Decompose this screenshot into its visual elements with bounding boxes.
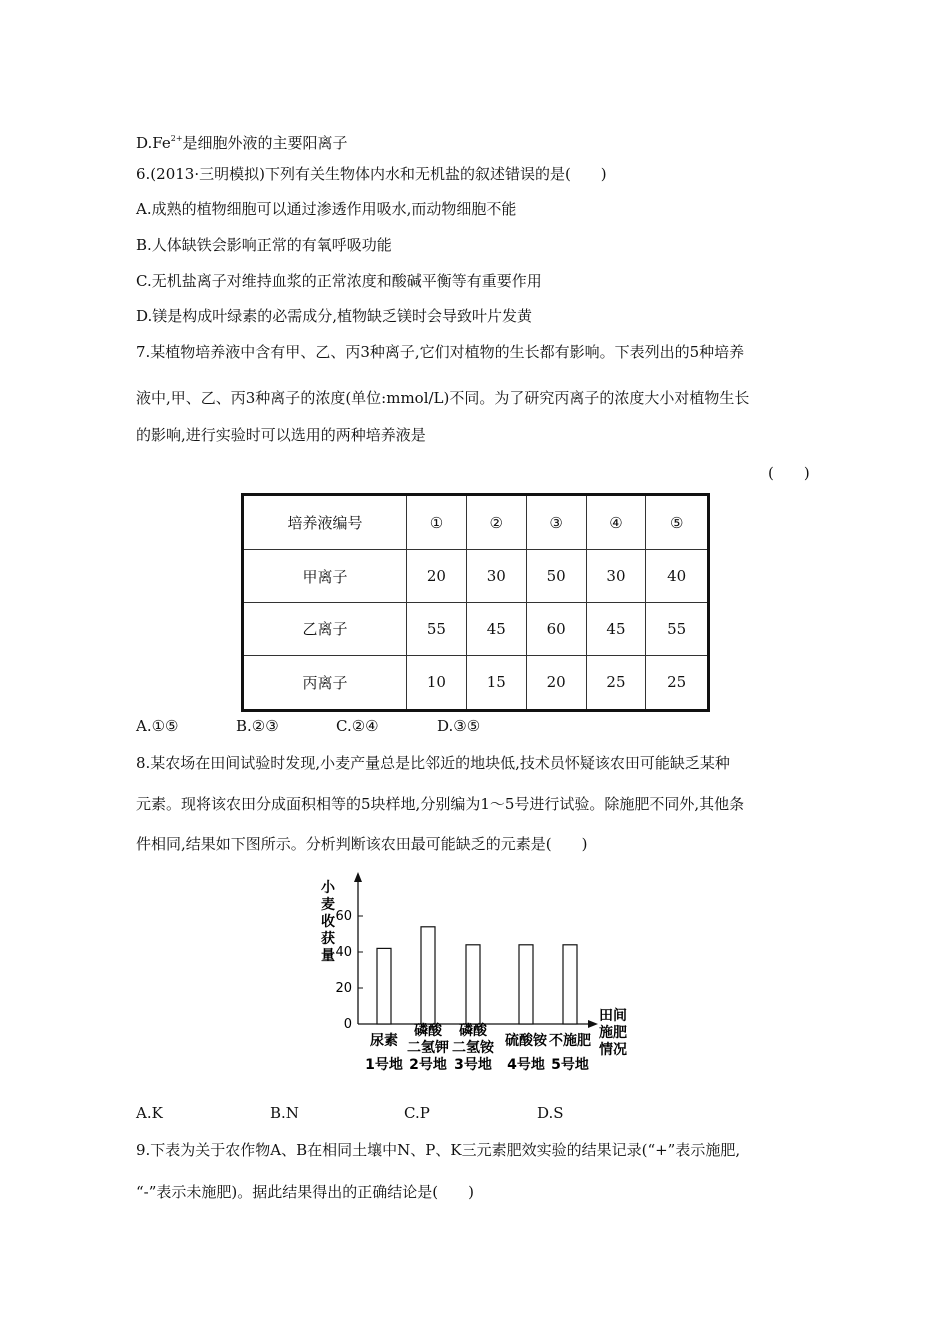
y-tick-label: 0	[343, 1017, 352, 1032]
plot-label: 4号地	[507, 1057, 545, 1073]
bar	[519, 945, 533, 1024]
category-label: 硫酸铵	[505, 1033, 547, 1049]
q7-option-a: A.①⑤	[136, 717, 179, 735]
y-axis-label-char: 量	[321, 948, 335, 964]
table-cell: 25	[646, 655, 709, 710]
plot-label: 2号地	[409, 1057, 447, 1073]
q8-option-d: D.S	[537, 1104, 564, 1122]
table-header-row	[243, 495, 709, 550]
y-axis-arrow	[354, 872, 362, 882]
table-cell: 20	[407, 550, 467, 603]
table-cell: 40	[646, 550, 709, 603]
table-cell: 45	[466, 602, 526, 655]
y-tick-label: 40	[335, 945, 352, 960]
table-cell: 30	[586, 550, 646, 603]
q6-option-b: B.人体缺铁会影响正常的有氧呼吸功能	[136, 236, 392, 254]
q7-ion-table	[241, 493, 710, 712]
table-cell: ②	[466, 495, 526, 550]
table-cell: 丙离子	[243, 655, 407, 710]
table-cell: 10	[407, 655, 467, 710]
q6-option-d: D.镁是构成叶绿素的必需成分,植物缺乏镁时会导致叶片发黄	[136, 307, 533, 325]
bar	[563, 945, 577, 1024]
table-cell: 60	[526, 602, 586, 655]
y-axis-label-char: 小	[321, 880, 335, 896]
table-row	[243, 655, 709, 710]
y-tick-label: 20	[335, 981, 352, 996]
plot-label: 3号地	[454, 1057, 492, 1073]
table-cell: 55	[646, 602, 709, 655]
q8-option-a: A.K	[136, 1104, 163, 1122]
table-cell: 乙离子	[243, 602, 407, 655]
bar	[421, 927, 435, 1024]
plot-label: 1号地	[365, 1057, 403, 1073]
table-cell: 55	[407, 602, 467, 655]
q7-answer-paren: ( )	[768, 464, 810, 482]
table-cell: 50	[526, 550, 586, 603]
y-axis-label-char: 获	[321, 931, 335, 947]
bar	[466, 945, 480, 1024]
q7-stem-line-2: 液中,甲、乙、丙3种离子的浓度(单位:mmol/L)不同。为了研究丙离子的浓度大小对植物生长	[136, 389, 750, 407]
q6-stem: 6.(2013·三明模拟)下列有关生物体内水和无机盐的叙述错误的是( )	[136, 165, 607, 183]
category-label: 二氢铵	[452, 1040, 494, 1056]
q5-option-d: $D.Fe^{2+}$是细胞外液的主要阳离子	[136, 134, 348, 152]
y-axis-label-char: 麦	[321, 897, 335, 913]
table-cell: ③	[526, 495, 586, 550]
table-row	[243, 602, 709, 655]
q7-option-d: D.③⑤	[437, 717, 481, 735]
category-label: 不施肥	[549, 1033, 591, 1049]
q8-stem-line-1: 8.某农场在田间试验时发现,小麦产量总是比邻近的地块低,技术员怀疑该农田可能缺乏某种	[136, 754, 730, 772]
x-axis-label-line: 情况	[599, 1042, 627, 1058]
table-cell: 培养液编号	[243, 495, 407, 550]
y-tick-label: 60	[335, 909, 352, 924]
q9-stem-line-2: “-”表示未施肥)。据此结果得出的正确结论是( )	[136, 1183, 474, 1201]
plot-label: 5号地	[551, 1057, 589, 1073]
category-label: 磷酸	[414, 1023, 442, 1039]
table-cell: 甲离子	[243, 550, 407, 603]
q8-option-b: B.N	[270, 1104, 299, 1122]
table-cell: 15	[466, 655, 526, 710]
x-axis-arrow	[588, 1020, 598, 1028]
x-axis-label-line: 田间	[599, 1008, 627, 1024]
q7-stem-line-1: 7.某植物培养液中含有甲、乙、丙3种离子,它们对植物的生长都有影响。下表列出的5种培养	[136, 343, 745, 361]
table-cell: ⑤	[646, 495, 709, 550]
q9-stem-line-1: 9.下表为关于农作物A、B在相同土壤中N、P、K三元素肥效实验的结果记录(“+”表示施肥,	[136, 1141, 741, 1159]
q8-option-c: C.P	[404, 1104, 430, 1122]
q8-stem-line-3: 件相同,结果如下图所示。分析判断该农田最可能缺乏的元素是( )	[136, 835, 588, 853]
q8-bar-chart	[310, 868, 640, 1078]
category-label: 尿素	[370, 1033, 398, 1049]
q7-option-b: B.②③	[236, 717, 279, 735]
table-cell: 20	[526, 655, 586, 710]
table-cell: ①	[407, 495, 467, 550]
category-label: 磷酸	[459, 1023, 487, 1039]
table-cell: ④	[586, 495, 646, 550]
table-row	[243, 550, 709, 603]
q7-option-c: C.②④	[336, 717, 379, 735]
q7-stem-line-3: 的影响,进行实验时可以选用的两种培养液是	[136, 426, 426, 444]
x-axis-label-line: 施肥	[599, 1025, 627, 1041]
table-cell: 30	[466, 550, 526, 603]
table-cell: 25	[586, 655, 646, 710]
bar	[377, 948, 391, 1024]
table-cell: 45	[586, 602, 646, 655]
category-label: 二氢钾	[407, 1040, 449, 1056]
q6-option-a: A.成熟的植物细胞可以通过渗透作用吸水,而动物细胞不能	[136, 200, 517, 218]
y-axis-label-char: 收	[321, 914, 335, 930]
q6-option-c: C.无机盐离子对维持血浆的正常浓度和酸碱平衡等有重要作用	[136, 272, 542, 290]
q8-stem-line-2: 元素。现将该农田分成面积相等的5块样地,分别编为1～5号进行试验。除施肥不同外,其他条	[136, 795, 745, 813]
chart-svg	[310, 868, 640, 1078]
